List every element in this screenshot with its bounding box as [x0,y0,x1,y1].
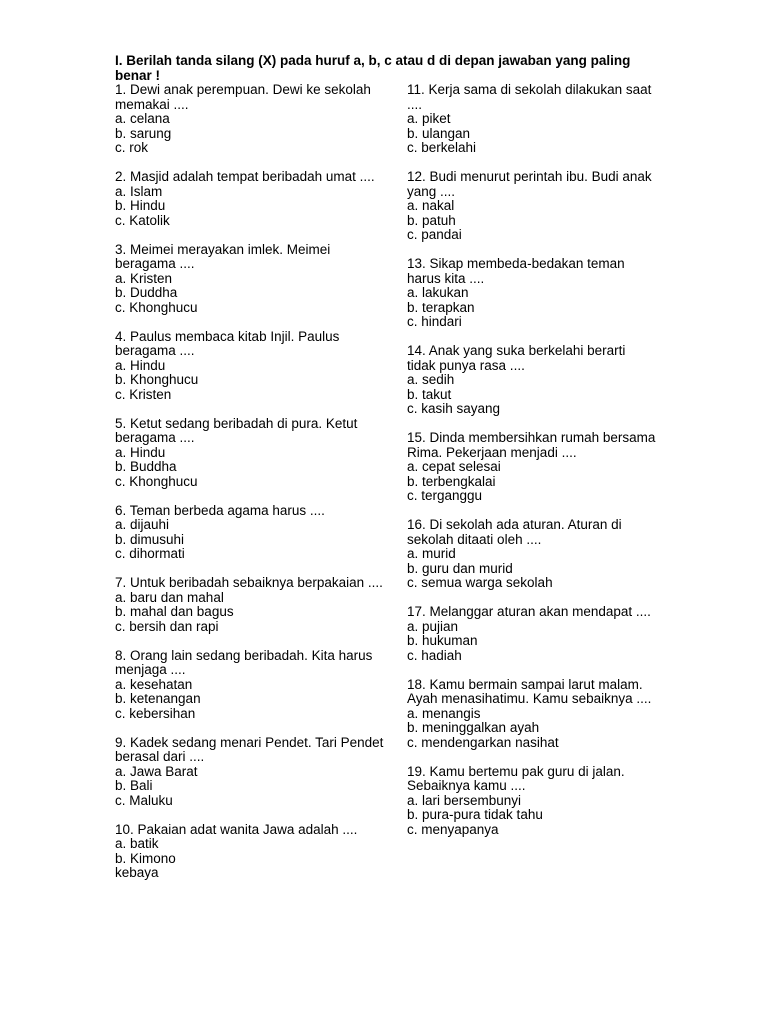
question-item [407,83,657,156]
answer-option: b. meninggalkan ayah [407,720,540,735]
answer-option: b. Bali [115,778,153,793]
answer-option: b. takut [407,386,452,402]
answer-option: kebaya [115,865,159,880]
answer-option: c. terganggu [407,488,483,503]
question-stem: 10. Pakaian adat wanita Jawa adalah .... [115,821,358,837]
answer-option: b. terapkan [407,299,475,315]
answer-option: a. lari bersembunyi [407,792,522,808]
answer-option: c. semua warga sekolah [407,575,553,590]
question-stem: 1. Dewi anak perempuan. Dewi ke sekolah memakai .... [115,82,371,112]
question-stem: 9. Kadek sedang menari Pendet. Tari Pendet berasal dari .... [115,734,384,764]
answer-option: b. hukuman [407,633,478,648]
answer-option: c. kebersihan [115,705,196,721]
answer-option: a. Hindu [115,444,166,460]
answer-option: a. piket [407,111,451,126]
instruction-heading: I. Berilah tanda silang (X) pada huruf a, b, c atau d di depan jawaban yang paling benar ! [115,53,631,83]
answer-option: c. berkelahi [407,140,477,155]
answer-option: a. Islam [115,183,163,199]
answer-option: c. hindari [407,314,462,329]
question-stem: 19. Kamu bertemu pak guru di jalan. Sebaiknya kamu .... [407,763,625,793]
answer-option: c. Khonghucu [115,299,198,315]
answer-option: c. pandai [407,227,462,242]
question-item [407,605,657,663]
answer-option: a. Kristen [115,270,173,286]
question-stem: 13. Sikap membeda-bedakan teman harus kita .... [407,256,625,286]
question-item [115,83,385,156]
answer-option: c. bersih dan rapi [115,618,219,634]
answer-option: b. patuh [407,212,456,228]
question-stem: 11. Kerja sama di sekolah dilakukan saat .... [407,82,652,112]
answer-option: b. Duddha [115,285,178,300]
answer-option: c. Khonghucu [115,473,198,489]
answer-option: a. kesehatan [115,676,193,692]
question-stem: 6. Teman berbeda agama harus .... [115,502,325,518]
question-item [407,170,657,243]
question-stem: 8. Orang lain sedang beribadah. Kita harus menjaga .... [115,647,373,677]
answer-option: b. terbengkalai [407,473,496,489]
answer-option: b. pura-pura tidak tahu [407,807,543,822]
answer-option: b. guru dan murid [407,560,513,576]
question-item [115,823,385,881]
question-stem: 3. Meimei merayakan imlek. Meimei beragama .... [115,241,331,271]
answer-option: a. dijauhi [115,517,170,532]
answer-option: c. Kristen [115,386,172,402]
question-item [407,344,657,417]
question-stem: 7. Untuk beribadah sebaiknya berpakaian .... [115,575,383,590]
question-stem: 2. Masjid adalah tempat beribadah umat .... [115,169,375,184]
question-stem: 4. Paulus membaca kitab Injil. Paulus beragama .... [115,328,340,358]
answer-option: b. ketenangan [115,691,201,706]
answer-option: b. Buddha [115,459,177,474]
answer-option: b. Kimono [115,850,176,866]
answer-option: b. ulangan [407,125,471,141]
question-item [407,431,657,504]
answer-option: a. cepat selesai [407,459,501,474]
question-item [115,576,385,634]
questions-column-right [407,83,657,852]
question-item [115,330,385,403]
questions-column-left [115,83,385,895]
question-item [407,257,657,330]
question-stem: 12. Budi menurut perintah ibu. Budi anak yang .... [407,169,652,199]
question-item [115,243,385,316]
answer-option: a. celana [115,111,170,126]
question-item [115,504,385,562]
question-item [115,649,385,722]
answer-option: a. Hindu [115,357,166,373]
question-stem: 16. Di sekolah ada aturan. Aturan di sekolah ditaati oleh .... [407,517,622,547]
answer-option: a. Jawa Barat [115,763,198,779]
answer-option: c. dihormati [115,546,185,561]
answer-option: a. menangis [407,705,481,721]
answer-option: a. lakukan [407,285,469,300]
question-item [407,678,657,751]
question-item [115,417,385,490]
question-stem: 15. Dinda membersihkan rumah bersama Rima. Pekerjaan menjadi .... [407,430,656,460]
answer-option: a. pujian [407,618,459,634]
answer-option: a. baru dan mahal [115,589,224,605]
answer-option: c. Katolik [115,212,170,228]
answer-option: c. menyapanya [407,821,499,837]
answer-option: c. hadiah [407,647,462,663]
answer-option: c. Maluku [115,792,173,808]
answer-option: b. Hindu [115,198,166,213]
answer-option: c. kasih sayang [407,401,501,416]
answer-option: a. batik [115,836,159,851]
question-item [115,736,385,809]
answer-option: b. sarung [115,125,172,141]
question-item [115,170,385,228]
question-stem: 17. Melanggar aturan akan mendapat .... [407,604,651,619]
answer-option: c. mendengarkan nasihat [407,734,559,750]
question-stem: 5. Ketut sedang beribadah di pura. Ketut beragama .... [115,415,358,445]
question-stem: 18. Kamu bermain sampai larut malam. Ayah menasihatimu. Kamu sebaiknya .... [407,676,652,706]
question-stem: 14. Anak yang suka berkelahi berarti tidak punya rasa .... [407,343,626,373]
question-item [407,518,657,591]
question-item [407,765,657,838]
answer-option: c. rok [115,140,149,155]
answer-option: a. sedih [407,372,455,387]
answer-option: a. nakal [407,198,455,213]
answer-option: a. murid [407,546,456,561]
answer-option: b. Khonghucu [115,372,199,387]
answer-option: b. dimusuhi [115,531,185,547]
answer-option: b. mahal dan bagus [115,604,234,619]
